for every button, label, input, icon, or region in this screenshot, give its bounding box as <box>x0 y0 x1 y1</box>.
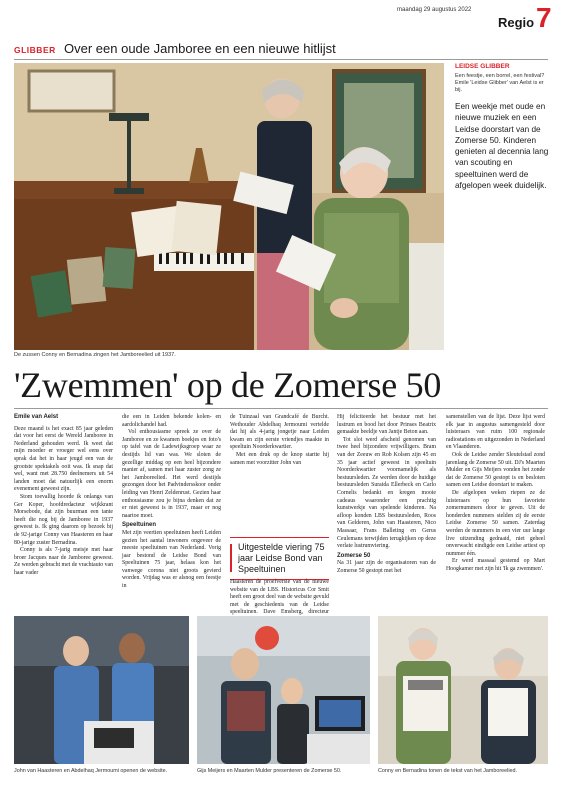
column-kicker: GLIBBER <box>14 45 56 55</box>
photo-jamboree-song-sheet <box>378 616 548 764</box>
subheading-zomerse-50: Zomerse 50 <box>337 552 371 559</box>
issue-date: maandag 29 augustus 2022 <box>397 7 472 13</box>
photo-radio-studio <box>197 616 370 764</box>
article-column-4 <box>337 414 436 575</box>
paragraph: Ook de Leidse zender Sleutelstad zond jarenlang de Zomerse 50 uit. DJ's Maarten Mulder en Gijs Meijers vonden het zonde dat de Zomerse 50 gestopt is en besloten samen een Leidse doorstart te maken. <box>446 451 545 489</box>
paragraph: Conny is als 7-jarig meisje met haar broer Jacques naar de Jamboree geweest. Ze werden gebracht met de vrachtauto van haar vader <box>14 547 113 576</box>
paragraph: Haasteren de proefversie van de nieuwe website van de LBS. Historicus Cor Smit heeft een groot deel van de website gevuld met de geschiedenis van de Leidse speeltuinen. Dave Emsberg, directeur <box>230 579 329 616</box>
photo-caption-1: John van Haasteren en Abdelhaq Jermoumi openen de website. <box>14 768 168 774</box>
column-description: Een feestje, een borrel, een festival? Emile 'Leidse Glibber' van Aelst is er bij. <box>455 73 545 93</box>
paragraph: Deze maand is het exact 85 jaar geleden dat voor het eerst de Wereld Jamboree in Nederland gehouden werd. Ik weet dat mijn moeder er vroeger wel eens over sprak dat het in haar jeugd een van de grootste spektakels ooit was. Ik snap dat wel, want met 28.750 deelnemers uit 54 landen moet dat natuurlijk een enorm evenement geweest zijn. <box>14 425 113 493</box>
page-number: 7 <box>536 2 552 33</box>
pull-quote-text: Uitgestelde viering 75 jaar Leidse Bond van Speeltuinen <box>238 542 325 574</box>
article-column-2 <box>122 414 221 591</box>
top-divider <box>14 59 548 60</box>
paragraph: De afgelopen weken riepen ze de luisteraars op hun favoriete zomernummers door te geven. Uit de honderden nummers stelden zij de eerste Leidse Zomerse 50 samen. Zaterdag werden de nummers in een vier uur lange live uitzending gedraaid, niet geheel onverwacht eindigde een Leidse artiest op nummer één. <box>446 489 545 557</box>
article-column-3 <box>230 414 329 467</box>
photo-radio-studio-illustration <box>197 616 370 764</box>
article-intro: Een weekje met oude en nieuwe muziek en een Leidse doorstart van de Zomerse 50. Kinderen genieten al decennia lang van scouting en speeltuinen werd de afgelopen week duidelijk. <box>455 102 549 191</box>
headline-divider <box>14 408 548 409</box>
main-photo <box>14 63 444 350</box>
paragraph: samenstellen van de lijst. Deze lijst werd elk jaar in augustus samengesteld door luisteraars van ruim 100 regionale radiostations en uitgezonden in Nederland en Vlaanderen. <box>446 414 545 451</box>
paragraph: Met zijn veertien speeltuinen heeft Leiden gezien het aantal inwoners ongeveer de meeste speeltuinen van Nederland. Vorig jaar bestond de Leidse Bond van Speeltuinen 75 jaar, helaas kon het vanwege corona niet groots gevierd worden. Vrijdag was er alsnog een feestje in <box>122 529 221 590</box>
paragraph: Na 31 jaar zijn de organisatoren van de Zomerse 50 gestopt met het <box>337 560 436 574</box>
pull-quote-bar <box>230 544 232 572</box>
paragraph: die een in Leiden bekende kolen- en aardolichandel had. <box>122 414 221 428</box>
paragraph: Met een druk op de knop startte hij samen met voorzitter John van <box>230 451 329 466</box>
photo-caption-3: Conny en Bernadina tonen de tekst van het Jamboreelied. <box>378 768 518 774</box>
paragraph: Er werd massaal gestemd op Mart Hoogkamer met zijn hit 'Ik ga zwemmen'. <box>446 558 545 572</box>
section-name: Regio <box>498 15 535 30</box>
photo-jamboree-song-sheet-illustration <box>378 616 548 764</box>
photo-website-opening <box>14 616 189 764</box>
paragraph: Tot slot werd afscheid genomen van twee heel bijzondere vrijwilligers. Bram van der Zeeuw en Rob Kolsen zijn 45 en 35 jaar actief geweest in speeltuin Noorderkwartier voornamelijk als bestuursleden. Ze werden door de huidige bestuursleden Suraida Ellerbeck en Carlo Cornelis bedankt en kregen mooie cadeaus waaronder een prachtig kunstwerkje van spelende kinderen. Na afloop konden LBS bestuursleden, Roos van Gelderen, John van Haasteren, Nico Massaar, Frans Balleting en Gerus Ceulemans terwijlden terugkijken op deze verlate lustrumviering. <box>337 436 436 550</box>
paragraph: Vol enthousiasme spreek ze over de Jamboree en ze kwamen boekjes en foto's op tafel van de Ladewijksgroep waar ze destijds lid van was. We sloten de gezellige middag op een heel bijzondere manier af, samen met haar zuster zong ze het Jamboreelied. Het werd destijds gezongen door het Padvindersskoor onder leiding van Henri Zeldenrust. Gezien haar enthousiasme zou je bijna denken dat ze er niet geweest is in 1937, maar er nog naartoe moet. <box>122 429 221 519</box>
article-column-5 <box>446 414 545 573</box>
column-subtitle: Over een oude Jamboree en een nieuwe hitlijst <box>64 41 336 56</box>
byline: Emile van Aelst <box>14 414 59 420</box>
paragraph: de Tuinzaal van Grandcafé de Burcht. Wethouder Abdelhaq Jermoumi vertelde dat hij als 4-jarig jongetje naar Leiden kwam en zijn eerste vriendjes maakte in speeltuin Noorderkwartier. <box>230 414 329 451</box>
article-column-1 <box>14 414 113 577</box>
subheading-speeltuinen: Speeltuinen <box>122 522 157 529</box>
photo-caption-2: Gijs Meijers en Maarten Mulder presenteren de Zomerse 50. <box>197 768 342 774</box>
main-photo-illustration <box>14 63 444 350</box>
pull-quote <box>230 537 329 580</box>
main-photo-caption: De zussen Conny en Bernadina zingen het Jamboreelied uit 1937. <box>14 352 176 358</box>
paragraph: Stom toevallig hoorde ik onlangs van Ger Koper, hoofdredacteur wijkkrant Morsebode, dat zijn buurman een tante heeft die nog bij de Jamboree in 1937 geweest is. Ik ging daarom op bezoek bij de 92-jarige Conny van Haasteren en haar 80-jarige zuster Bernadina. <box>14 493 113 546</box>
headline: 'Zwemmen' op de Zomerse 50 <box>14 365 442 405</box>
photo-website-opening-illustration <box>14 616 189 764</box>
paragraph: Hij feliciteerde het bestuur met het lustrum en bood het door Prinses Beatrix gemaakte beeldje van Jantje Beton aan. <box>337 414 436 436</box>
column-label: LEIDSE GLIBBER <box>455 63 510 70</box>
